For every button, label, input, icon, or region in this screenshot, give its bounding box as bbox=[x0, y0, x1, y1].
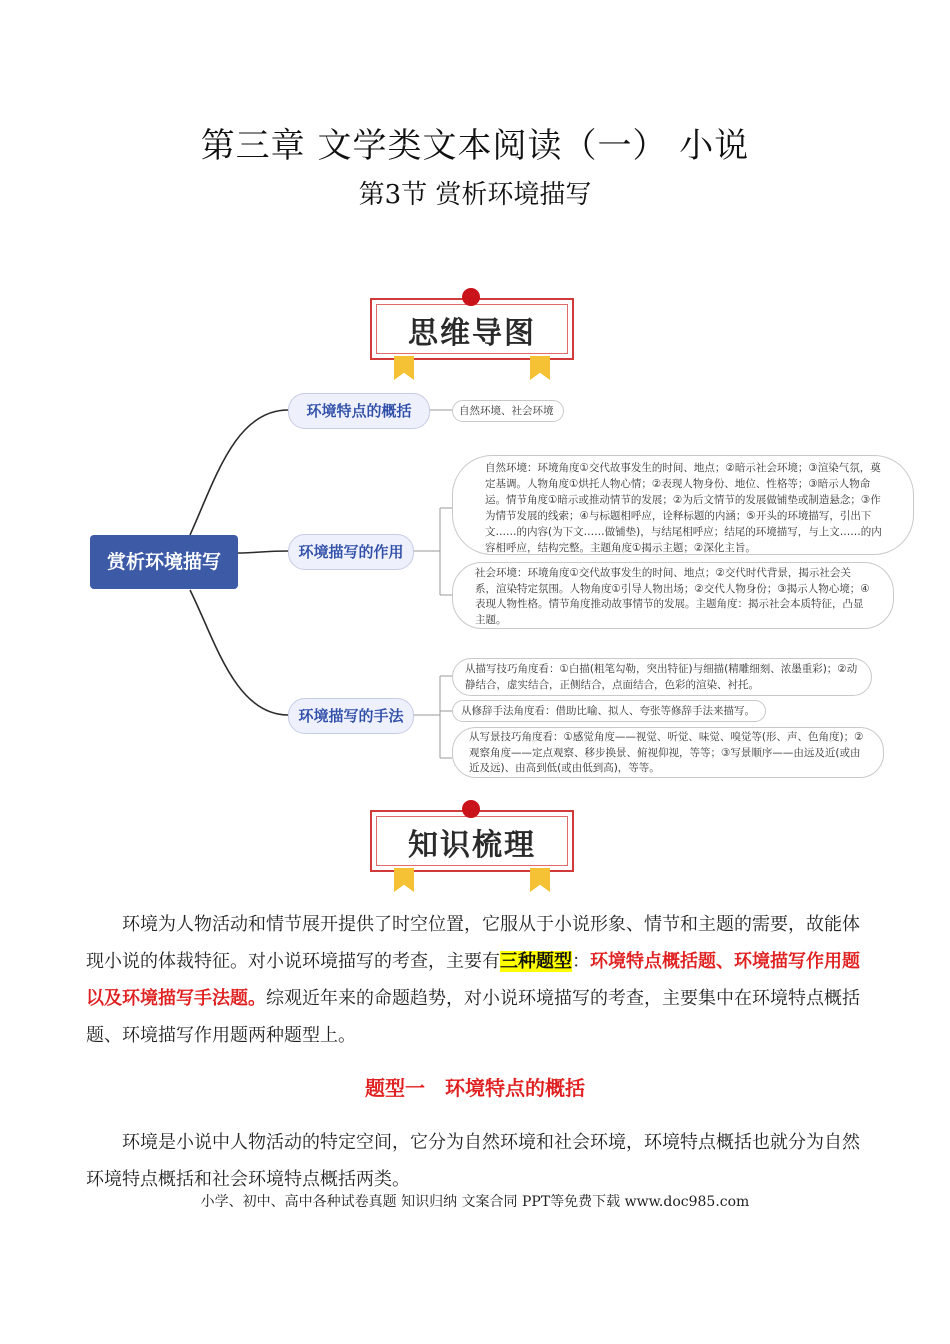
branch-environment-features: 环境特点的概括 bbox=[288, 393, 430, 429]
leaf-social-environment-function: 社会环境：环境角度①交代故事发生的时间、地点；②交代时代背景，揭示社会关系，渲染特定氛围。人物角度①引导人物出场；②交代人物身份；③揭示人物心境；④表现人物性格。情节角度推动故事情节的发展。主题角度：揭示社会本质特征，凸显主题。 bbox=[452, 562, 894, 629]
intro-text-colon: ： bbox=[572, 951, 590, 972]
ribbon-icon bbox=[530, 356, 550, 380]
leaf-natural-social: 自然环境、社会环境 bbox=[452, 400, 564, 422]
intro-paragraph bbox=[86, 906, 866, 1054]
banner-dot-icon bbox=[462, 800, 480, 818]
leaf-scenery-technique: 从写景技巧角度看：①感觉角度——视觉、听觉、味觉、嗅觉等(形、声、色角度)；②观察角度——定点观察、移步换景、俯视仰视，等等；③写景顺序——由远及近(或由近及远)、由高到低(或由低到高)，等等。 bbox=[452, 727, 884, 778]
intro-text-2: 综观近年来的命题趋势，对小说环境描写的考查，主要集中在环境特点概括题、环境描写作用题两种题型上。 bbox=[86, 988, 860, 1046]
mindmap-banner-label: 思维导图 bbox=[408, 316, 536, 351]
mindmap-root-node: 赏析环境描写 bbox=[90, 535, 238, 589]
ribbon-icon bbox=[530, 868, 550, 892]
section-title: 第3节 赏析环境描写 bbox=[358, 180, 592, 210]
type1-heading: 题型一 环境特点的概括 bbox=[365, 1076, 585, 1100]
leaf-natural-environment-function: 自然环境：环境角度①交代故事发生的时间、地点；②暗示社会环境；③渲染气氛，奠定基调。人物角度①烘托人物心情；②表现人物身份、地位、性格等；③暗示人物命运。情节角度①暗示或推动情节的发展；②为后文情节的发展做铺垫或制造悬念；③作为情节发展的线索；④与标题相呼应，诠释标题的内涵；⑤开头的环境描写，引出下文……的内容(为下文……做铺垫)，与结尾相呼应；结尾的环境描写，与上文……的内容相呼应，结构完整。主题角度①揭示主题；②深化主旨。 bbox=[452, 455, 914, 555]
banner-dot-icon bbox=[462, 288, 480, 306]
ribbon-icon bbox=[394, 868, 414, 892]
ribbon-icon bbox=[394, 356, 414, 380]
knowledge-banner bbox=[364, 800, 582, 910]
footer-text: 小学、初中、高中各种试卷真题 知识归纳 文案合同 PPT等免费下载 www.doc985.com bbox=[200, 1194, 750, 1210]
chapter-title: 第三章 文学类文本阅读（一） 小说 bbox=[200, 126, 750, 166]
highlight-three-types: 三种题型 bbox=[500, 951, 572, 972]
intro-text-1: 环境为人物活动和情节展开提供了时空位置，它服从于小说形象、情节和主题的需要，故能体现小说的体裁特征。对小说环境描写的考查，主要有 bbox=[86, 914, 860, 972]
leaf-rhetoric-technique: 从修辞手法角度看：借助比喻、拟人、夸张等修辞手法来描写。 bbox=[452, 700, 766, 722]
type1-paragraph-text: 环境是小说中人物活动的特定空间，它分为自然环境和社会环境，环境特点概括也就分为自然环境特点概括和社会环境特点概括两类。 bbox=[86, 1132, 860, 1190]
leaf-description-technique: 从描写技巧角度看：①白描(粗笔勾勒，突出特征)与细描(精雕细刻、浓墨重彩)；②动静结合，虚实结合，正侧结合，点面结合，色彩的渲染、衬托。 bbox=[452, 658, 872, 696]
branch-environment-function: 环境描写的作用 bbox=[288, 534, 414, 570]
red-question-types: 环境特点概括题、环境描写作用题以及环境描写手法题。 bbox=[86, 951, 860, 1009]
type1-paragraph bbox=[86, 1124, 866, 1198]
branch-environment-techniques: 环境描写的手法 bbox=[288, 698, 414, 734]
knowledge-banner-label: 知识梳理 bbox=[408, 828, 536, 863]
